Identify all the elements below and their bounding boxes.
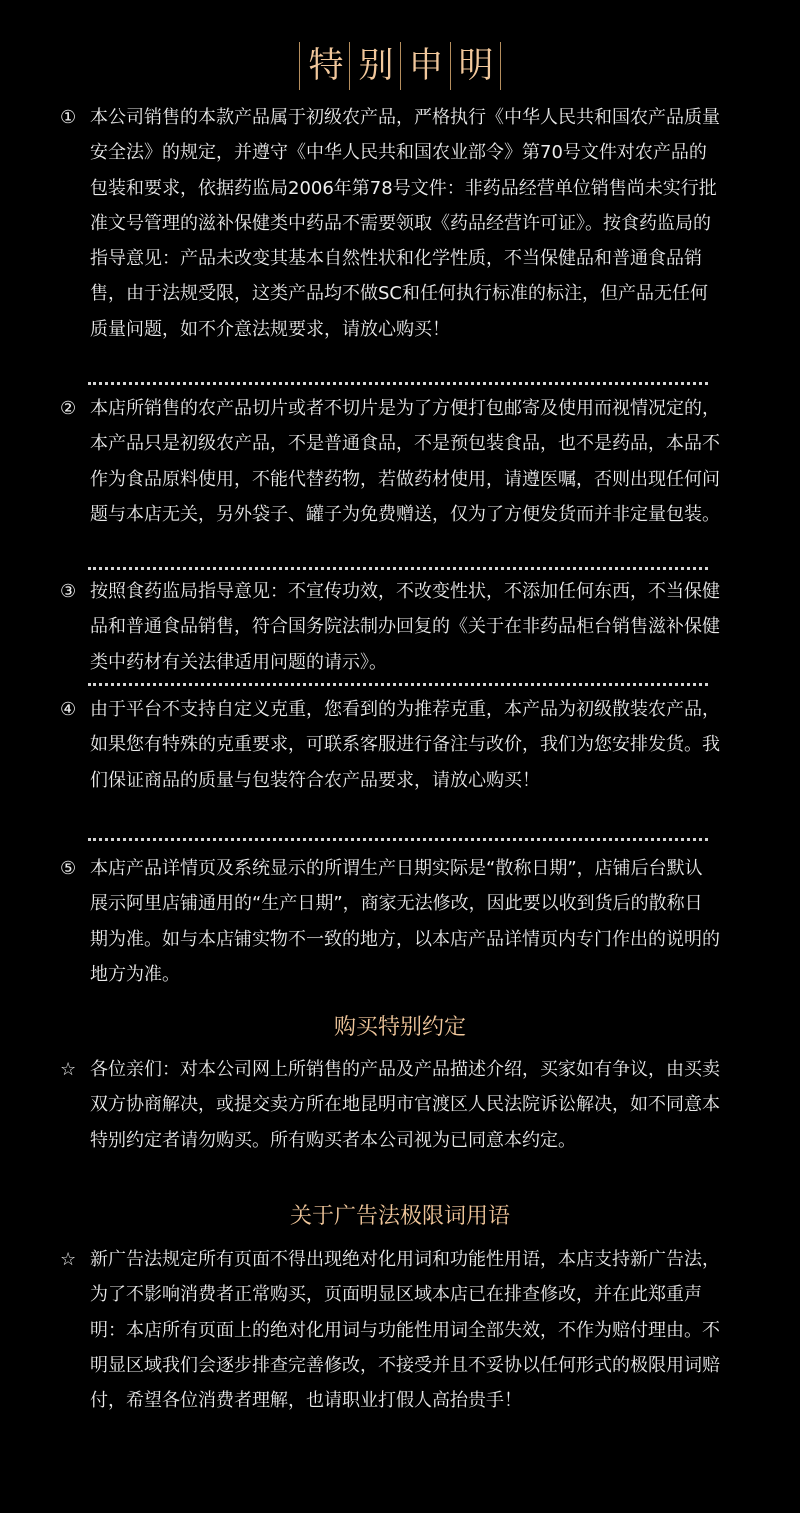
statement-item-1 — [60, 100, 720, 347]
title-char: 申 — [400, 42, 450, 90]
item-number: ① — [60, 107, 77, 128]
star-icon: ☆ — [60, 1059, 77, 1080]
item-text: 由于平台不支持自定义克重，您看到的为推荐克重，本产品为初级散装农产品，如果您有特殊的克重要求，可联系客服进行备注与改价，我们为您安排发货。我们保证商品的质量与包装符合农产品要求，请放心购买！ — [90, 699, 720, 791]
ad-law-text: 新广告法规定所有页面不得出现绝对化用词和功能性用语，本店支持新广告法，为了不影响消费者正常购买，页面明显区域本店已在排查修改，并在此郑重声明：本店所有页面上的绝对化用词与功能性用词全部失效，不作为赔付理由。不明显区域我们会逐步排查完善修改，不接受并且不妥协以任何形式的极限用词赔付，希望各位消费者理解，也请职业打假人高抬贵手！ — [90, 1249, 720, 1412]
title-char: 明 — [450, 42, 501, 90]
statement-item-2 — [60, 391, 720, 532]
item-text: 本公司销售的本款产品属于初级农产品，严格执行《中华人民共和国农产品质量安全法》的规定，并遵守《中华人民共和国农业部令》第70号文件对农产品的包装和要求，依据药监局2006年第78号文件：非药品经营单位销售尚未实行批准文号管理的滋补保健类中药品不需要领取《药品经营许可证》。按食药监局的指导意见：产品未改变其基本自然性状和化学性质，不当保健品和普通食品销售，由于法规受限，这类产品均不做SC和任何执行标准的标注，但产品无任何质量问题，如不介意法规要求，请放心购买！ — [90, 107, 720, 340]
purchase-text: 各位亲们：对本公司网上所销售的产品及产品描述介绍，买家如有争议，由买卖双方协商解决，或提交卖方所在地昆明市官渡区人民法院诉讼解决，如不同意本特别约定者请勿购买。所有购买者本公司视为已同意本约定。 — [90, 1059, 720, 1151]
statement-item-4 — [60, 692, 720, 798]
page-title — [0, 42, 800, 90]
title-char: 别 — [349, 42, 399, 90]
item-number: ② — [60, 398, 77, 419]
title-char: 特 — [299, 42, 349, 90]
statement-item-3 — [60, 574, 720, 680]
item-number: ⑤ — [60, 858, 77, 879]
ad-law-heading: 关于广告法极限词用语 — [289, 1204, 510, 1229]
purchase-heading: 购买特别约定 — [333, 1015, 466, 1040]
dotted-divider — [88, 683, 708, 686]
purchase-statement — [60, 1052, 720, 1158]
item-text: 本店产品详情页及系统显示的所谓生产日期实际是“散称日期”，店铺后台默认展示阿里店铺通用的“生产日期”，商家无法修改，因此要以收到货后的散称日期为准。如与本店铺实物不一致的地方，以本店产品详情页内专门作出的说明的地方为准。 — [90, 858, 720, 985]
item-number: ④ — [60, 699, 77, 720]
item-text: 按照食药监局指导意见：不宣传功效，不改变性状，不添加任何东西，不当保健品和普通食品销售，符合国务院法制办回复的《关于在非药品柜台销售滋补保健类中药材有关法律适用问题的请示》。 — [90, 581, 720, 673]
dotted-divider — [88, 567, 708, 570]
dotted-divider — [88, 838, 708, 841]
item-number: ③ — [60, 581, 77, 602]
ad-law-statement — [60, 1242, 720, 1418]
dotted-divider — [88, 382, 708, 385]
statement-item-5 — [60, 851, 720, 992]
item-text: 本店所销售的农产品切片或者不切片是为了方便打包邮寄及使用而视情况定的，本产品只是初级农产品，不是普通食品，不是预包装食品，也不是药品，本品不作为食品原料使用，不能代替药物，若做药材使用，请遵医嘱，否则出现任何问题与本店无关，另外袋子、罐子为免费赠送，仅为了方便发货而并非定量包装。 — [90, 398, 720, 525]
star-icon: ☆ — [60, 1249, 77, 1270]
